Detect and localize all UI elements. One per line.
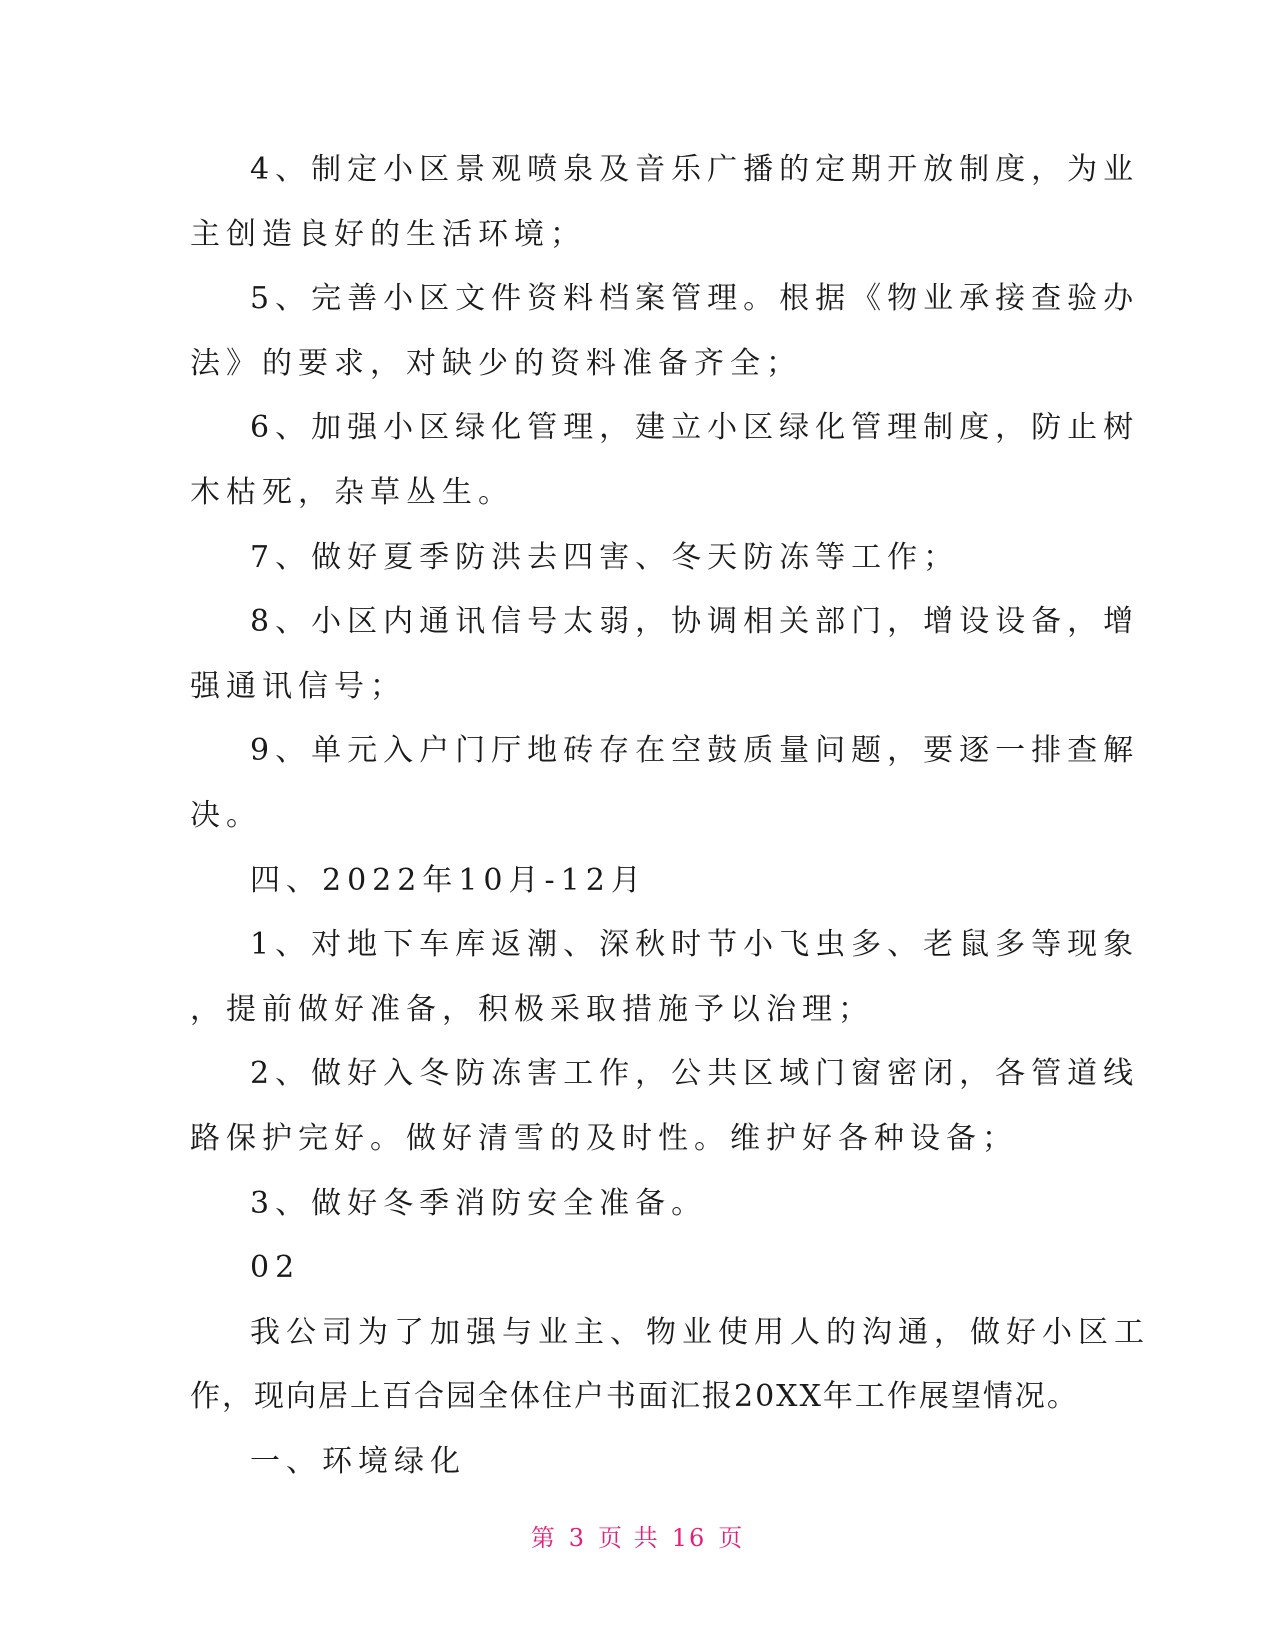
- paragraph-line: 决。: [190, 797, 262, 833]
- paragraph-line: 3、做好冬季消防安全准备。: [250, 1185, 708, 1221]
- paragraph-line: 法》的要求，对缺少的资料准备齐全；: [190, 345, 802, 381]
- paragraph-line: 路保护完好。做好清雪的及时性。维护好各种设备；: [190, 1120, 1018, 1156]
- paragraph-line: 9、单元入户门厅地砖存在空鼓质量问题，要逐一排查解: [250, 733, 1140, 769]
- footer-total-pages: 16: [671, 1524, 707, 1552]
- paragraph-line: ，提前做好准备，积极采取措施予以治理；: [190, 991, 874, 1027]
- paragraph-line: 5、完善小区文件资料档案管理。根据《物业承接查验办: [250, 281, 1140, 317]
- section-number: 02: [250, 1250, 301, 1286]
- footer-prefix: 第: [530, 1524, 557, 1552]
- paragraph-line: 主创造良好的生活环境；: [190, 216, 586, 252]
- footer-middle: 页 共: [598, 1524, 660, 1552]
- page-footer: [0, 1518, 1275, 1553]
- paragraph-line: 8、小区内通讯信号太弱，协调相关部门，增设设备，增: [250, 604, 1140, 640]
- footer-current-page: 3: [568, 1524, 587, 1552]
- paragraph-line: 作，现向居上百合园全体住户书面汇报20XX年工作展望情况。: [190, 1379, 1079, 1415]
- document-body: [190, 138, 1150, 1494]
- paragraph-line: 4、制定小区景观喷泉及音乐广播的定期开放制度，为业: [250, 152, 1140, 187]
- paragraph-line: 2、做好入冬防冻害工作，公共区域门窗密闭，各管道线: [250, 1056, 1140, 1092]
- paragraph-line: 6、加强小区绿化管理，建立小区绿化管理制度，防止树: [250, 410, 1140, 446]
- footer-suffix: 页: [718, 1524, 745, 1552]
- paragraph-line: 1、对地下车库返潮、深秋时节小飞虫多、老鼠多等现象: [250, 927, 1140, 963]
- paragraph-line: 7、做好夏季防洪去四害、冬天防冻等工作；: [250, 539, 960, 575]
- section-heading: 一、环境绿化: [250, 1443, 466, 1479]
- paragraph-line: 我公司为了加强与业主、物业使用人的沟通，做好小区工: [250, 1314, 1150, 1350]
- section-heading: 四、2022年10月-12月: [250, 862, 647, 898]
- paragraph-line: 强通讯信号；: [190, 668, 406, 704]
- paragraph-line: 木枯死，杂草丛生。: [190, 474, 514, 510]
